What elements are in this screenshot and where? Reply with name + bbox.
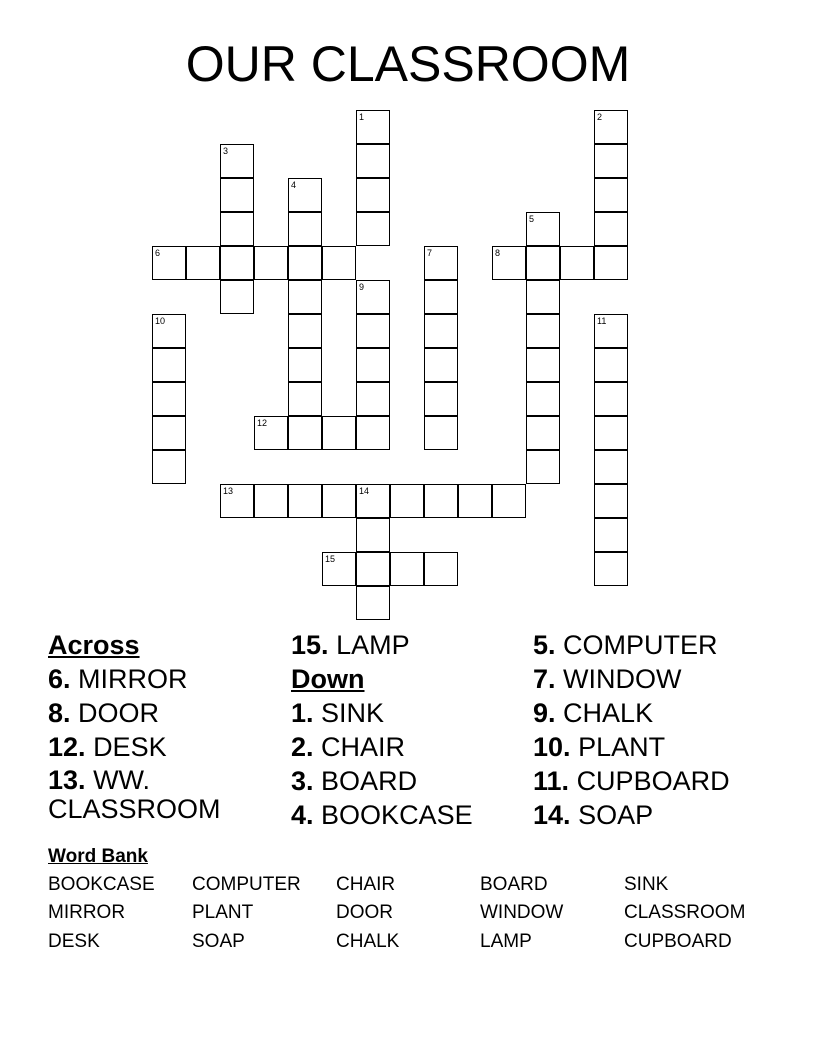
crossword-cell[interactable]: [356, 382, 390, 416]
clue-across-12: 12. DESK: [48, 732, 167, 762]
clue-down-7: 7. WINDOW: [533, 664, 682, 694]
word-bank-item: PLANT: [192, 902, 254, 923]
word-bank-item: BOARD: [480, 874, 548, 895]
crossword-cell[interactable]: [356, 314, 390, 348]
crossword-cell[interactable]: [288, 246, 322, 280]
crossword-cell[interactable]: [526, 382, 560, 416]
crossword-cell[interactable]: [356, 484, 390, 518]
clue-number: 3: [223, 146, 229, 156]
crossword-cell[interactable]: [356, 280, 390, 314]
crossword-cell[interactable]: [594, 212, 628, 246]
clue-down-4: 4. BOOKCASE: [291, 800, 473, 830]
clue-down-10: 10. PLANT: [533, 732, 666, 762]
crossword-cell[interactable]: [594, 416, 628, 450]
crossword-cell[interactable]: [594, 110, 628, 144]
word-bank-item: DESK: [48, 931, 100, 952]
crossword-cell[interactable]: [288, 382, 322, 416]
crossword-cell[interactable]: [594, 348, 628, 382]
crossword-cell[interactable]: [220, 280, 254, 314]
crossword-cell[interactable]: [356, 110, 390, 144]
crossword-cell[interactable]: [526, 450, 560, 484]
crossword-cell[interactable]: [492, 484, 526, 518]
crossword-cell[interactable]: [356, 144, 390, 178]
clue-down-5: 5. COMPUTER: [533, 630, 718, 660]
crossword-cell[interactable]: [424, 382, 458, 416]
crossword-cell[interactable]: [594, 178, 628, 212]
clues-column-3: [533, 628, 783, 832]
word-bank-item: CHALK: [336, 931, 400, 952]
clue-number: 1: [359, 112, 365, 122]
clue-number: 13: [223, 486, 234, 496]
crossword-cell[interactable]: [288, 348, 322, 382]
crossword-cell[interactable]: [594, 552, 628, 586]
word-bank-item: CHAIR: [336, 874, 396, 895]
crossword-cell[interactable]: [322, 416, 356, 450]
crossword-cell[interactable]: [594, 518, 628, 552]
crossword-cell[interactable]: [220, 178, 254, 212]
crossword-cell[interactable]: [356, 348, 390, 382]
crossword-cell[interactable]: [594, 450, 628, 484]
clue-down-14: 14. SOAP: [533, 800, 654, 830]
clues-column-2: [291, 628, 541, 832]
clue-number: 10: [155, 316, 166, 326]
word-bank-item: CLASSROOM: [624, 902, 746, 923]
crossword-cell[interactable]: [356, 416, 390, 450]
clue-number: 7: [427, 248, 433, 258]
crossword-cell[interactable]: [288, 280, 322, 314]
crossword-cell[interactable]: [526, 280, 560, 314]
word-bank-item: WINDOW: [480, 902, 564, 923]
crossword-cell[interactable]: [390, 552, 424, 586]
crossword-cell[interactable]: [424, 246, 458, 280]
crossword-cell[interactable]: [356, 212, 390, 246]
word-bank-item: SOAP: [192, 931, 245, 952]
crossword-cell[interactable]: [594, 382, 628, 416]
word-bank-item: CUPBOARD: [624, 931, 732, 952]
crossword-cell[interactable]: [492, 246, 526, 280]
clue-down-3: 3. BOARD: [291, 766, 418, 796]
clue-number: 2: [597, 112, 603, 122]
crossword-cell[interactable]: [220, 246, 254, 280]
crossword-cell[interactable]: [560, 246, 594, 280]
clue-across-13: 13. WW. CLASSROOM: [48, 765, 221, 824]
crossword-cell[interactable]: [288, 212, 322, 246]
crossword-cell[interactable]: [526, 246, 560, 280]
clue-across-8: 8. DOOR: [48, 698, 160, 728]
crossword-cell[interactable]: [594, 246, 628, 280]
crossword-cell[interactable]: [424, 552, 458, 586]
word-bank-item: DOOR: [336, 902, 393, 923]
crossword-cell[interactable]: [220, 212, 254, 246]
clue-number: 4: [291, 180, 297, 190]
crossword-cell[interactable]: [186, 246, 220, 280]
clue-number: 9: [359, 282, 365, 292]
clues-column-1: [48, 628, 298, 824]
word-bank-item: SINK: [624, 874, 669, 895]
clue-down-1: 1. SINK: [291, 698, 385, 728]
crossword-cell[interactable]: [152, 382, 186, 416]
word-bank-item: COMPUTER: [192, 874, 301, 895]
crossword-cell[interactable]: [424, 484, 458, 518]
word-bank-item: LAMP: [480, 931, 532, 952]
crossword-cell[interactable]: [254, 484, 288, 518]
crossword-cell[interactable]: [594, 314, 628, 348]
clue-down-2: 2. CHAIR: [291, 732, 406, 762]
down-heading: Down: [291, 664, 365, 694]
crossword-cell[interactable]: [424, 348, 458, 382]
clue-number: 12: [257, 418, 268, 428]
crossword-cell[interactable]: [356, 178, 390, 212]
crossword-cell[interactable]: [424, 280, 458, 314]
word-bank-item: BOOKCASE: [48, 874, 155, 895]
word-bank-item: MIRROR: [48, 902, 126, 923]
crossword-cell[interactable]: [152, 246, 186, 280]
crossword-cell[interactable]: [356, 518, 390, 552]
crossword-cell[interactable]: [288, 484, 322, 518]
clue-number: 15: [325, 554, 336, 564]
crossword-cell[interactable]: [152, 348, 186, 382]
clue-down-9: 9. CHALK: [533, 698, 654, 728]
across-heading: Across: [48, 630, 140, 660]
crossword-cell[interactable]: [526, 212, 560, 246]
crossword-cell[interactable]: [526, 348, 560, 382]
clue-number: 5: [529, 214, 535, 224]
crossword-cell[interactable]: [254, 416, 288, 450]
clue-across-15: 15. LAMP: [291, 630, 410, 660]
crossword-cell[interactable]: [356, 586, 390, 620]
crossword-cell[interactable]: [458, 484, 492, 518]
crossword-cell[interactable]: [424, 416, 458, 450]
crossword-cell[interactable]: [594, 484, 628, 518]
crossword-cell[interactable]: [322, 246, 356, 280]
clue-number: 11: [597, 316, 607, 326]
clue-number: 8: [495, 248, 501, 258]
crossword-cell[interactable]: [288, 314, 322, 348]
crossword-cell[interactable]: [152, 450, 186, 484]
crossword-cell[interactable]: [390, 484, 424, 518]
crossword-cell[interactable]: [594, 144, 628, 178]
crossword-cell[interactable]: [322, 484, 356, 518]
page-title: OUR CLASSROOM: [185, 36, 631, 92]
word-bank-title: Word Bank: [48, 846, 148, 867]
crossword-cell[interactable]: [220, 484, 254, 518]
crossword-cell[interactable]: [356, 552, 390, 586]
crossword-cell[interactable]: [526, 416, 560, 450]
crossword-cell[interactable]: [152, 416, 186, 450]
crossword-cell[interactable]: [322, 552, 356, 586]
crossword-cell[interactable]: [526, 314, 560, 348]
crossword-cell[interactable]: [288, 178, 322, 212]
clue-number: 14: [359, 486, 370, 496]
crossword-cell[interactable]: [152, 314, 186, 348]
clue-down-11: 11. CUPBOARD: [533, 766, 730, 796]
crossword-cell[interactable]: [288, 416, 322, 450]
crossword-cell[interactable]: [424, 314, 458, 348]
crossword-cell[interactable]: [220, 144, 254, 178]
clue-number: 6: [155, 248, 161, 258]
crossword-cell[interactable]: [254, 246, 288, 280]
clue-across-6: 6. MIRROR: [48, 664, 188, 694]
